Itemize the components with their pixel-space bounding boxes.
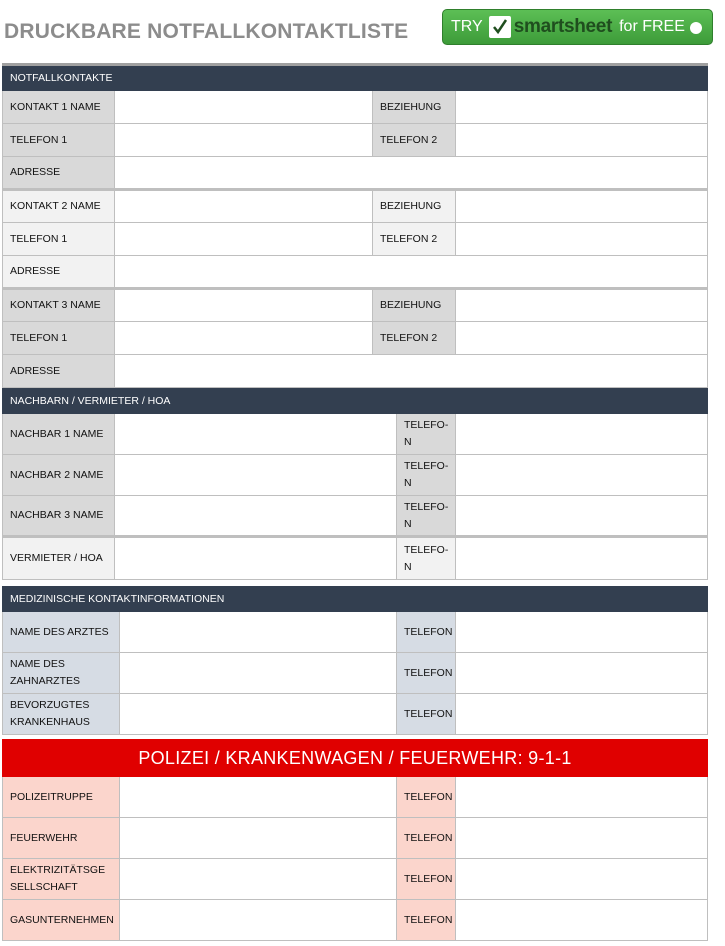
cta-try-label: TRY xyxy=(451,18,483,35)
phone1-label: TELEFON 1 xyxy=(3,223,115,256)
police-label: POLIZEITRUPPE xyxy=(3,777,120,818)
emergency-banner: POLIZEI / KRANKENWAGEN / FEUERWEHR: 9-1-1 xyxy=(3,740,708,777)
police-field[interactable] xyxy=(120,777,397,818)
address-field[interactable] xyxy=(115,355,708,388)
contact-name-field[interactable] xyxy=(115,190,373,223)
contact-name-label: KONTAKT 2 NAME xyxy=(3,190,115,223)
phone2-field[interactable] xyxy=(456,322,708,355)
contact-name-label: KONTAKT 1 NAME xyxy=(3,91,115,124)
phone-field[interactable] xyxy=(456,455,708,496)
dentist-field[interactable] xyxy=(120,653,397,694)
phone-label: TELEFON xyxy=(397,777,456,818)
phone-label: TELEFON xyxy=(397,859,456,900)
phone1-field[interactable] xyxy=(115,322,373,355)
hospital-label: BEVORZUGTES KRANKENHAUS xyxy=(3,694,120,735)
phone-label: TELEFON xyxy=(397,900,456,941)
phone-field[interactable] xyxy=(456,414,708,455)
phone-label: TELEFON xyxy=(397,455,456,496)
phone-label: TELEFON xyxy=(397,694,456,735)
medical-table xyxy=(2,586,708,735)
phone-label: TELEFON xyxy=(397,653,456,694)
neighbor-name-label: NACHBAR 1 NAME xyxy=(3,414,115,455)
electric-company-field[interactable] xyxy=(120,859,397,900)
try-smartsheet-button[interactable] xyxy=(442,9,713,45)
address-field[interactable] xyxy=(115,256,708,289)
phone-field[interactable] xyxy=(456,612,708,653)
address-label: ADRESSE xyxy=(3,256,115,289)
relation-field[interactable] xyxy=(456,91,708,124)
section-header-medical: MEDIZINISCHE KONTAKTINFORMATIONEN xyxy=(3,587,708,612)
phone-field[interactable] xyxy=(456,859,708,900)
relation-label: BEZIEHUNG xyxy=(373,190,456,223)
landlord-field[interactable] xyxy=(115,537,397,580)
phone1-label: TELEFON 1 xyxy=(3,322,115,355)
phone-field[interactable] xyxy=(456,818,708,859)
phone-field[interactable] xyxy=(456,777,708,818)
phone-field[interactable] xyxy=(456,900,708,941)
contact-name-field[interactable] xyxy=(115,91,373,124)
fire-field[interactable] xyxy=(120,818,397,859)
phone-field[interactable] xyxy=(456,694,708,735)
phone1-field[interactable] xyxy=(115,223,373,256)
neighbor-name-field[interactable] xyxy=(115,455,397,496)
services-table xyxy=(2,739,708,941)
phone-label: TELEFON xyxy=(397,537,456,580)
neighbors-table xyxy=(2,388,708,580)
page-title: DRUCKBARE NOTFALLKONTAKTLISTE xyxy=(4,20,409,43)
phone2-label: TELEFON 2 xyxy=(373,322,456,355)
phone2-label: TELEFON 2 xyxy=(373,124,456,157)
phone-label: TELEFON xyxy=(397,818,456,859)
phone-label: TELEFON xyxy=(397,496,456,537)
doctor-field[interactable] xyxy=(120,612,397,653)
neighbor-name-label: NACHBAR 3 NAME xyxy=(3,496,115,537)
relation-field[interactable] xyxy=(456,289,708,322)
gas-company-field[interactable] xyxy=(120,900,397,941)
doctor-label: NAME DES ARZTES xyxy=(3,612,120,653)
landlord-label: VERMIETER / HOA xyxy=(3,537,115,580)
phone-label: TELEFON xyxy=(397,612,456,653)
smartsheet-logo xyxy=(489,16,612,38)
section-header-neighbors: NACHBARN / VERMIETER / HOA xyxy=(3,389,708,414)
hospital-field[interactable] xyxy=(120,694,397,735)
fire-label: FEUERWEHR xyxy=(3,818,120,859)
emergency-contacts-table xyxy=(2,63,708,388)
relation-field[interactable] xyxy=(456,190,708,223)
pointer-hand-icon xyxy=(690,22,702,34)
phone1-label: TELEFON 1 xyxy=(3,124,115,157)
address-label: ADRESSE xyxy=(3,157,115,190)
electric-company-label: ELEKTRIZITÄTSGESELLSCHAFT xyxy=(3,859,120,900)
contact-name-field[interactable] xyxy=(115,289,373,322)
dentist-label: NAME DES ZAHNARZTES xyxy=(3,653,120,694)
neighbor-name-field[interactable] xyxy=(115,496,397,537)
contact-name-label: KONTAKT 3 NAME xyxy=(3,289,115,322)
phone-field[interactable] xyxy=(456,653,708,694)
cta-brand-label: smartsheet xyxy=(513,16,613,37)
relation-label: BEZIEHUNG xyxy=(373,91,456,124)
phone-field[interactable] xyxy=(456,496,708,537)
neighbor-name-field[interactable] xyxy=(115,414,397,455)
phone-field[interactable] xyxy=(456,537,708,580)
phone2-label: TELEFON 2 xyxy=(373,223,456,256)
checkmark-icon xyxy=(489,16,511,38)
phone-label: TELEFON xyxy=(397,414,456,455)
address-field[interactable] xyxy=(115,157,708,190)
relation-label: BEZIEHUNG xyxy=(373,289,456,322)
phone2-field[interactable] xyxy=(456,124,708,157)
neighbor-name-label: NACHBAR 2 NAME xyxy=(3,455,115,496)
section-header-emergency: NOTFALLKONTAKTE xyxy=(3,65,708,91)
cta-free-label: for FREE xyxy=(619,18,685,35)
gas-company-label: GASUNTERNEHMEN xyxy=(3,900,120,941)
address-label: ADRESSE xyxy=(3,355,115,388)
phone1-field[interactable] xyxy=(115,124,373,157)
phone2-field[interactable] xyxy=(456,223,708,256)
